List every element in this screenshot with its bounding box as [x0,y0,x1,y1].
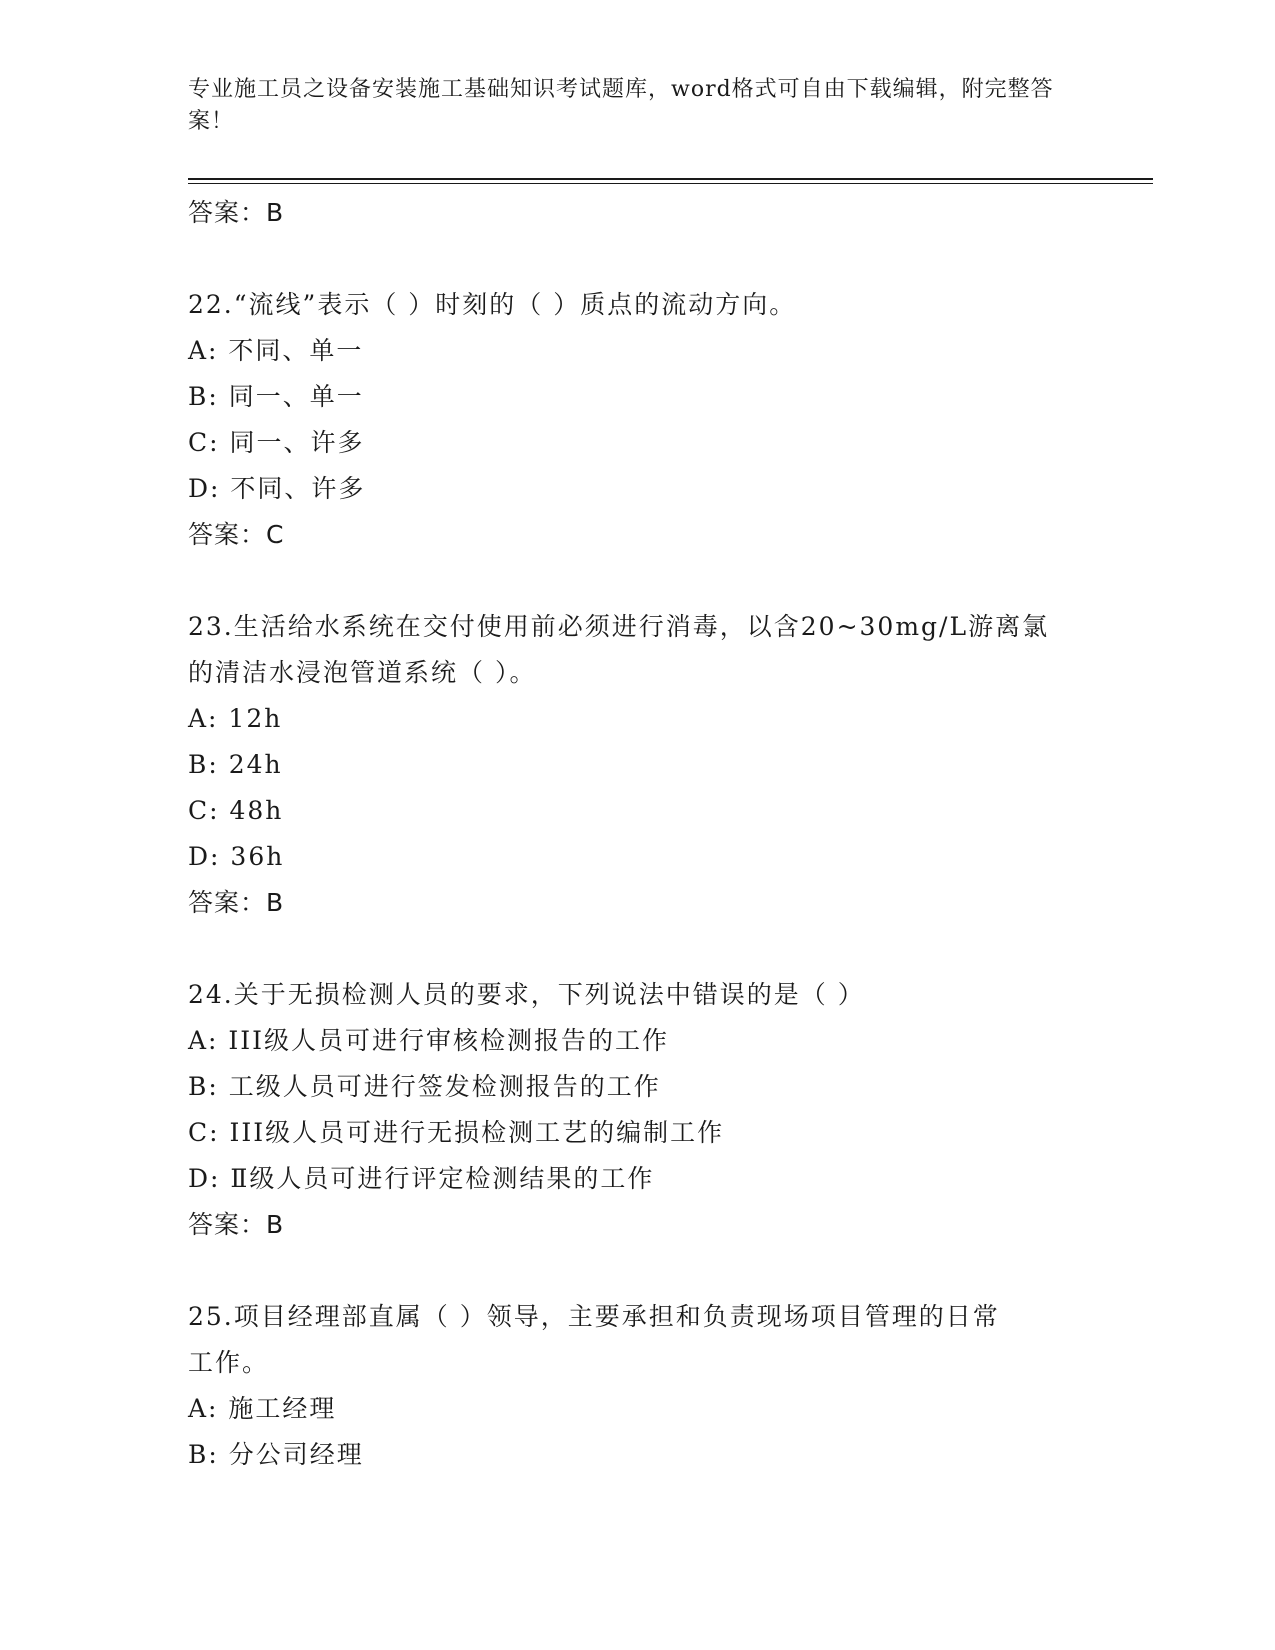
option-b: B: 工级人员可进行签发检测报告的工作 [188,1072,661,1101]
question-list [188,190,1088,1524]
option-b: B: 24h [188,750,283,779]
answer-line: 答案：C [188,520,285,549]
option-b: B: 同一、单一 [188,382,364,411]
option-c: C: III级人员可进行无损检测工艺的编制工作 [188,1118,725,1147]
header-rule-thin [188,183,1153,184]
question-text-continued: 的清洁水浸泡管道系统（ ）。 [188,658,537,687]
option-a: A: III级人员可进行审核检测报告的工作 [188,1026,670,1055]
question-text: 24.关于无损检测人员的要求，下列说法中错误的是（ ） [188,980,865,1009]
option-c: C: 同一、许多 [188,428,365,457]
header-rule-thick [188,178,1153,180]
question-24 [188,972,1088,1248]
option-b: B: 分公司经理 [188,1440,364,1469]
question-text-continued: 工作。 [188,1348,270,1377]
question-text: 25.项目经理部直属（ ）领导，主要承担和负责现场项目管理的日常 [188,1302,1000,1331]
option-d: D: 36h [188,842,285,871]
option-a: A: 不同、单一 [188,336,364,365]
question-25 [188,1294,1088,1478]
option-d: D: 不同、许多 [188,474,366,503]
option-d: D: Ⅱ级人员可进行评定检测结果的工作 [188,1164,655,1193]
answer-line: 答案：B [188,888,285,917]
document-header: 专业施工员之设备安装施工基础知识考试题库，word格式可自由下载编辑，附完整答案！ [188,77,1054,134]
question-text: 22.“流线”表示（ ）时刻的（ ）质点的流动方向。 [188,290,797,319]
question-text: 23.生活给水系统在交付使用前必须进行消毒，以含20~30mg/L游离氯 [188,612,1050,641]
option-a: A: 12h [188,704,283,733]
option-c: C: 48h [188,796,284,825]
question-23 [188,604,1088,926]
answer-line: 答案：B [188,198,285,227]
question-22 [188,282,1088,558]
answer-line: 答案：B [188,1210,285,1239]
option-a: A: 施工经理 [188,1394,337,1423]
